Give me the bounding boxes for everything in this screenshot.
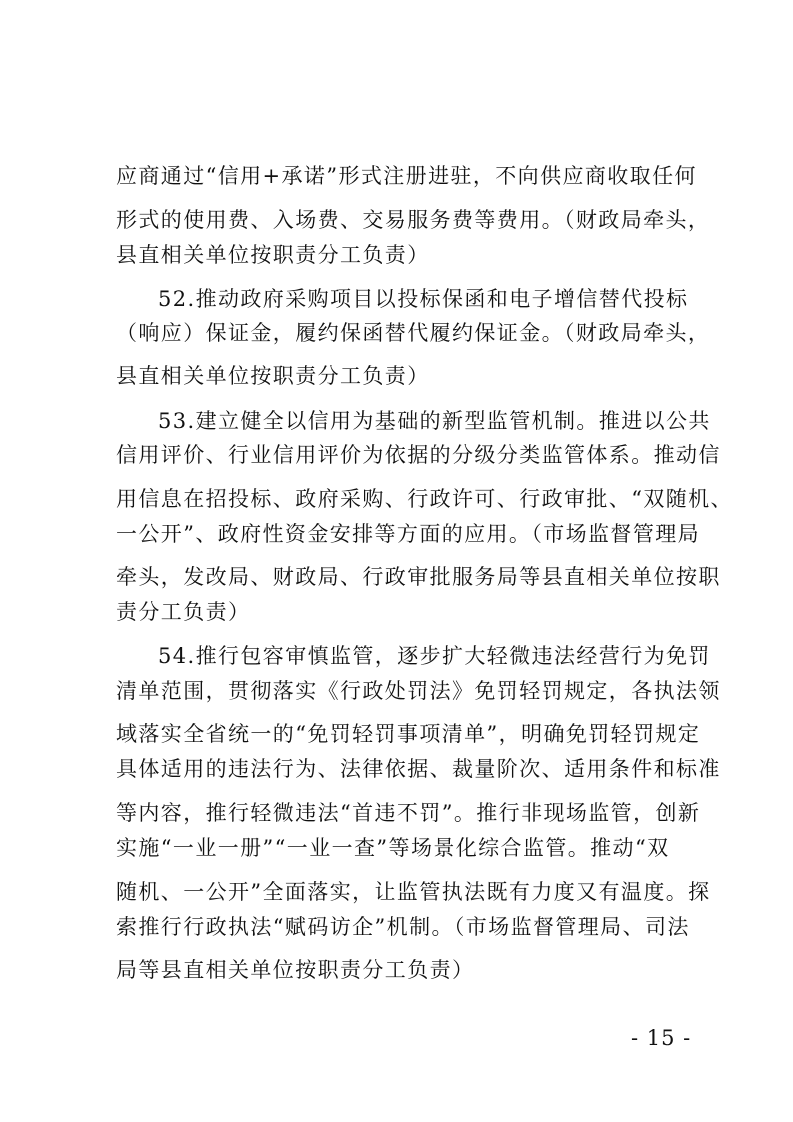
item-54-line-7: 随机、一公开”全面落实，让监管执法既有力度又有温度。探 — [116, 880, 711, 904]
item-53-line-4: 一公开”、政府性资金安排等方面的应用。（市场监督管理局 — [116, 522, 701, 546]
page-number: - 15 - — [631, 1026, 692, 1050]
item-54-line-2: 清单范围，贯彻落实《行政处罚法》免罚轻罚规定，各执法领 — [116, 679, 721, 703]
item-52-line-3: 县直相关单位按职责分工负责） — [116, 364, 430, 388]
item-54-line-3: 域落实全省统一的“免罚轻罚事项清单”，明确免罚轻罚规定 — [116, 722, 701, 746]
item-52-line-2: （响应）保证金，履约保函替代履约保证金。（财政局牵头， — [116, 321, 711, 345]
text-line-3: 县直相关单位按职责分工负责） — [116, 243, 430, 267]
item-54-line-5: 等内容，推行轻微违法“首违不罚”。推行非现场监管，创新 — [116, 801, 701, 825]
item-54-line-8: 索推行行政执法“赋码访企”机制。（市场监督管理局、司法 — [116, 915, 690, 939]
item-53-line-3: 用信息在招投标、政府采购、行政许可、行政审批、“双随机、 — [116, 487, 733, 511]
item-54-line-1: 54.推行包容审慎监管，逐步扩大轻微违法经营行为免罚 — [158, 644, 711, 668]
item-54-line-6: 实施“一业一册”“一业一查”等场景化综合监管。推动“双 — [116, 836, 670, 860]
item-54-line-9: 局等县直相关单位按职责分工负责） — [116, 958, 475, 982]
item-53-line-5: 牵头，发改局、财政局、行政审批服务局等县直相关单位按职 — [116, 565, 721, 589]
item-53-line-1: 53.建立健全以信用为基础的新型监管机制。推进以公共 — [158, 409, 711, 433]
item-52-line-1: 52.推动政府采购项目以投标保函和电子增信替代投标 — [158, 287, 689, 311]
item-54-line-4: 具体适用的违法行为、法律依据、裁量阶次、适用条件和标准 — [116, 757, 721, 781]
text-line-1: 应商通过“信用+承诺”形式注册进驻，不向供应商收取任何 — [116, 164, 697, 188]
item-53-line-2: 信用评价、行业信用评价为依据的分级分类监管体系。推动信 — [116, 443, 721, 467]
text-line-2: 形式的使用费、入场费、交易服务费等费用。（财政局牵头， — [116, 208, 711, 232]
item-53-line-6: 责分工负责） — [116, 600, 251, 624]
